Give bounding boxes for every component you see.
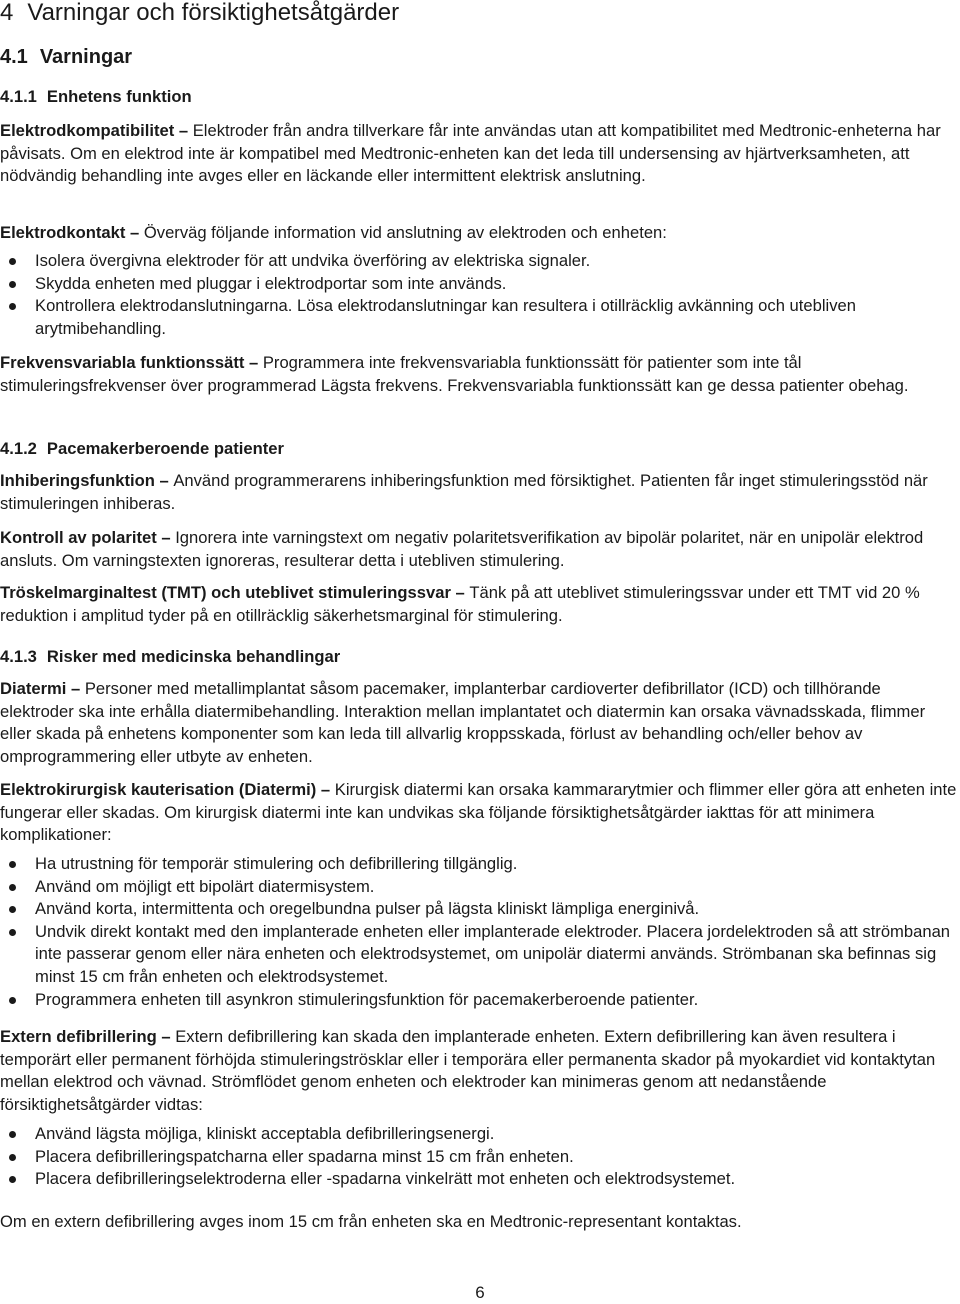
bullet-list-elektrodkontakt <box>0 250 958 340</box>
paragraph-elektrodkontakt: Elektrodkontakt – Överväg följande information vid anslutning av elektroden och enheten: <box>0 223 667 242</box>
list-item: Skydda enheten med pluggar i elektrodportar som inte används. <box>0 273 958 296</box>
list-item: Placera defibrilleringselektroderna eller -spadarna vinkelrätt mot enheten och elektrodsystemet. <box>0 1168 958 1191</box>
list-item: Isolera övergivna elektroder för att undvika överföring av elektriska signaler. <box>0 250 958 273</box>
paragraph-troskelmarginaltest: Tröskelmarginaltest (TMT) och uteblivet stimuleringssvar – Tänk på att uteblivet stimuleringssvar under ett TMT vid 20 % reduktion i amplitud tyder på en otillräcklig säkerhetsmarginal för stimulering. <box>0 583 920 625</box>
paragraph-extern-defibrillering: Extern defibrillering – Extern defibrillering kan skada den implanterade enheten. Extern defibrillering kan även resultera i temporärt eller permanent förhöjda stimuleringströsklar eller i temporära eller permanenta skador på myokardiet vid kontaktytan mellan elektrod och vävnad. Strömflödet genom enheten och elektroder kan minimeras genom att nedanstående försiktighetsåtgärder vidtas: <box>0 1027 936 1114</box>
paragraph-diatermi: Diatermi – Personer med metallimplantat såsom pacemaker, implanterbar cardioverter defibrillator (ICD) och tillhörande elektroder ska inte erhålla diatermibehandling. Interaktion mellan implantatet och diatermin kan orsaka vävnadsskada, flimmer eller skada på enhetens komponenter som kan leda till allvarlig kroppsskada, förlust av behandling och/eller behov av omprogrammering eller utbyte av enheten. <box>0 679 926 766</box>
list-item: Placera defibrilleringspatcharna eller spadarna minst 15 cm från enheten. <box>0 1146 958 1169</box>
bullet-list-defibrillering-atgarder <box>0 1123 958 1191</box>
paragraph-kontroll-av-polaritet: Kontroll av polaritet – Ignorera inte varningstext om negativ polaritetsverifikation av bipolär polaritet, när en unipolär elektrod ansluts. Om varningstexten ignoreras, resulterar detta i utebliven stimulering. <box>0 528 924 570</box>
paragraph-frekvensvariabla: Frekvensvariabla funktionssätt – Programmera inte frekvensvariabla funktionssätt för patienter som inte tål stimuleringsfrekvenser över programmerad Lägsta frekvens. Frekvensvariabla funktionssätt kan ge dessa patienter obehag. <box>0 353 909 395</box>
section-heading-4-1: 4.1 Varningar <box>0 46 133 68</box>
bullet-list-diatermi-atgarder <box>0 853 958 1011</box>
list-item: Ha utrustning för temporär stimulering och defibrillering tillgänglig. <box>0 853 958 876</box>
list-item: Undvik direkt kontakt med den implanterade enheten eller implanterade elektroder. Placera jordelektroden så att strömbanan inte passerar genom eller nära enheten och elektrodsystemet, om unipolär diatermi används. Strömbanan ska befinnas sig minst 15 cm från enheten och elektrodsystemet. <box>0 921 958 989</box>
list-item: Använd om möjligt ett bipolärt diatermisystem. <box>0 876 958 899</box>
list-item: Programmera enheten till asynkron stimuleringsfunktion för pacemakerberoende patienter. <box>0 989 958 1012</box>
paragraph-elektrokirurgisk-kauterisation: Elektrokirurgisk kauterisation (Diatermi) – Kirurgisk diatermi kan orsaka kammararytmier och flimmer eller göra att enheten inte fungerar eller skadas. Om kirurgisk diatermi inte kan undvikas ska följande försiktighetsåtgärder iakttas för att minimera komplikationer: <box>0 780 957 845</box>
page-number: 6 <box>475 1283 485 1302</box>
section-heading-4-1-1: 4.1.1 Enhetens funktion <box>0 87 192 106</box>
paragraph-inhiberingsfunktion: Inhiberingsfunktion – Använd programmerarens inhiberingsfunktion med försiktighet. Patienten får inget stimuleringsstöd när stimuleringen inhiberas. <box>0 471 928 513</box>
list-item: Använd lägsta möjliga, kliniskt acceptabla defibrilleringsenergi. <box>0 1123 958 1146</box>
list-item: Kontrollera elektrodanslutningarna. Lösa elektrodanslutningar kan resultera i otillräcklig avkänning och utebliven arytmibehandling. <box>0 295 958 340</box>
section-heading-4-1-2: 4.1.2 Pacemakerberoende patienter <box>0 439 284 458</box>
paragraph-elektrodkompatibilitet: Elektrodkompatibilitet – Elektroder från andra tillverkare får inte användas utan att kompatibilitet med Medtronic-enheterna har påvisats. Om en elektrod inte är kompatibel med Medtronic-enheten kan det leda till undersensing av hjärtverksamheten, att nödvändig behandling inte avges eller en läckande eller intermittent elektrisk anslutning. <box>0 121 941 186</box>
section-heading-4-1-3: 4.1.3 Risker med medicinska behandlingar <box>0 647 341 666</box>
paragraph-medtronic-representant: Om en extern defibrillering avges inom 15 cm från enheten ska en Medtronic-representant kontaktas. <box>0 1212 742 1231</box>
list-item: Använd korta, intermittenta och oregelbundna pulser på lägsta kliniskt lämpliga energinivå. <box>0 898 958 921</box>
section-heading-4: 4 Varningar och försiktighetsåtgärder <box>0 0 400 26</box>
